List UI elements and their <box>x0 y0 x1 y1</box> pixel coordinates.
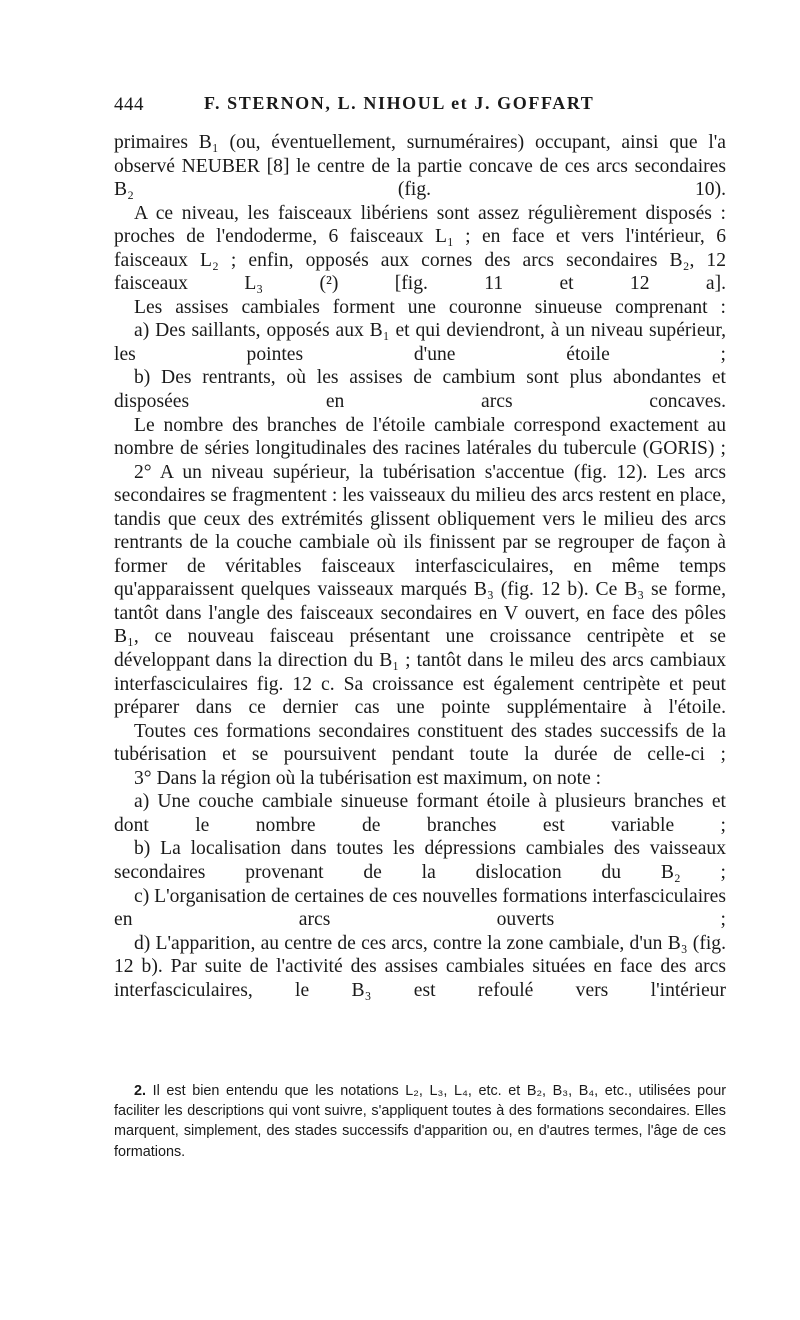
paragraph-level-2: 2° A un niveau supérieur, la tubérisation s'accentue (fig. 12). Les arcs secondaires se fragmentent : les vaisseaux du milieu des arcs restent en place, tandis que ceux des extrémités glissent obliquement vers le milieu des arcs rentrants de la couche cambiale où ils finissent par se regrouper de façon à former de véritables faisceaux interfasciculaires, en même temps qu'apparaissent quelques vaisseaux marqués B₃ (fig. 12 b). Ce B₃ se forme, tantôt dans l'angle des faisceaux secondaires en V ouvert, en face des pôles B₁, ce nouveau faisceau présentant une croissance centripète et se développant dans la direction du B₁ ; tantôt dans le mileu des arcs cambiaux interfasciculaires fig. 12 c. Sa croissance est également centripète et peut préparer dans ce dernier cas une pointe supplémentaire à l'étoile. <box>114 461 726 719</box>
paragraph-liber-bundles: A ce niveau, les faisceaux libériens sont assez régulièrement disposés : proches de l'endoderme, 6 faisceaux L₁ ; en face et vers l'intérieur, 6 faisceaux L₂ ; enfin, opposés aux cornes des arcs secondaires B₂, 12 faisceaux L₃ (²) [fig. 11 et 12 a]. <box>114 202 726 295</box>
paragraph-item-d-apparition: d) L'apparition, au centre de ces arcs, contre la zone cambiale, d'un B₃ (fig. 12 b). Par suite de l'activité des assises cambiales situées en face des arcs interfasciculaires, le B₃ est refoulé vers l'intérieur <box>114 932 726 1001</box>
paragraph-successive-stages: Toutes ces formations secondaires constituent des stades successifs de la tubérisation et se poursuivent pendant toute la durée de celle-ci ; <box>114 720 726 766</box>
paragraph-level-3: 3° Dans la région où la tubérisation est maximum, on note : <box>134 767 602 789</box>
paragraph-cambial-layers: Les assises cambiales forment une couronne sinueuse comprenant : <box>134 296 726 318</box>
paragraph-item-a-salients: a) Des saillants, opposés aux B₁ et qui deviendront, à un niveau supérieur, les pointes d'une étoile ; <box>114 320 726 365</box>
paragraph-item-b-localisation: b) La localisation dans toutes les dépressions cambiales des vaisseaux secondaires provenant de la dislocation du B₂ ; <box>114 838 726 883</box>
running-head-authors: F. STERNON, L. NIHOUL et J. GOFFART <box>204 93 595 113</box>
footnote-2 <box>114 1081 726 1162</box>
footnotes <box>114 1081 726 1162</box>
footnote-text: Il est bien entendu que les notations L₂, L₃, L₄, etc. et B₂, B₃, B₄, etc., utilisées pour faciliter les descriptions qui vont suivre, s'appliquent toutes à des formations secondaires. Elles marquent, simplement, des stades successifs d'apparition ou, en d'autres termes, l'âge de ces formations. <box>114 1083 726 1160</box>
body-text <box>114 131 726 1002</box>
paragraph-continuation: primaires B₁ (ou, éventuellement, surnuméraires) occupant, ainsi que l'a observé NEUBER [8] le centre de la partie concave de ces arcs secondaires B₂ (fig. 10). <box>114 132 726 201</box>
page-header <box>114 94 726 124</box>
footnote-number: 2. <box>134 1083 147 1099</box>
page-number: 444 <box>114 94 144 115</box>
paragraph-star-branches: Le nombre des branches de l'étoile cambiale correspond exactement au nombre de séries longitudinales des racines latérales du tubercule (GORIS) ; <box>114 414 726 460</box>
paragraph-item-c-organisation: c) L'organisation de certaines de ces nouvelles formations interfasciculaires en arcs ouverts ; <box>114 885 726 931</box>
paragraph-item-b-reentrants: b) Des rentrants, où les assises de cambium sont plus abondantes et disposées en arcs concaves. <box>114 367 726 413</box>
paragraph-item-a-star: a) Une couche cambiale sinueuse formant étoile à plusieurs branches et dont le nombre de branches est variable ; <box>114 791 726 836</box>
